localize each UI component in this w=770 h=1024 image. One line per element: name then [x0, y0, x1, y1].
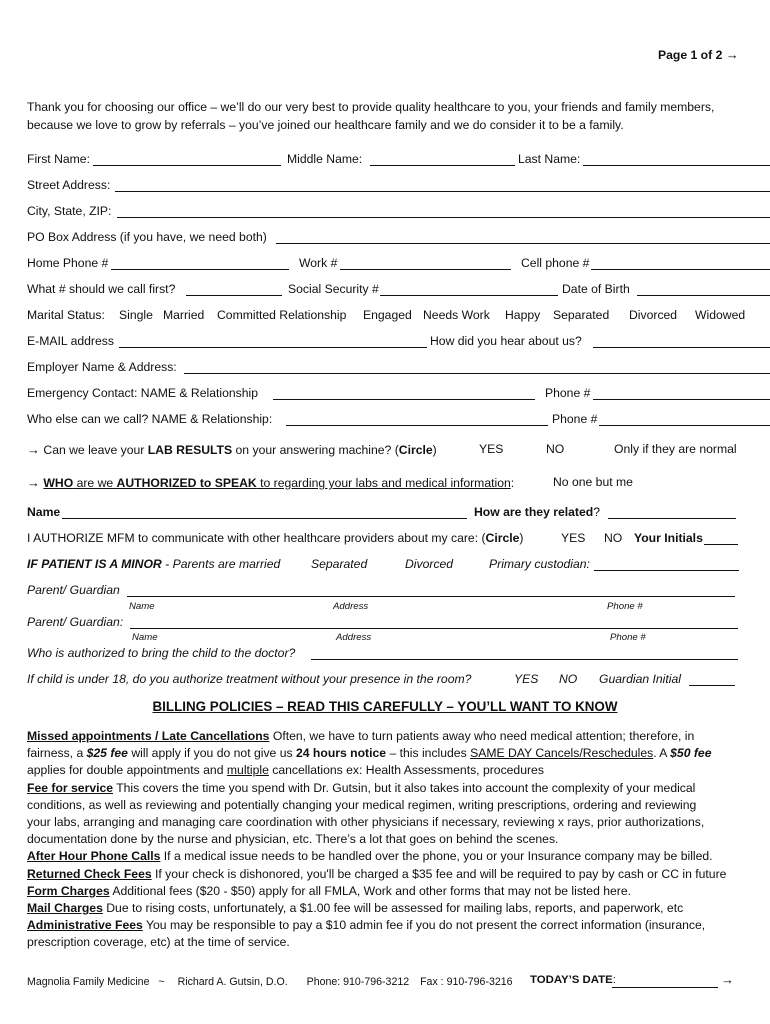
- email-field[interactable]: [119, 334, 427, 348]
- missed-appointments-policy: Missed appointments / Late Cancellations Often, we have to turn patients away who need medical attention; therefore, in: [27, 729, 695, 743]
- initials-field[interactable]: [704, 531, 738, 545]
- city-row: [27, 204, 770, 222]
- separated-option[interactable]: Separated: [311, 557, 368, 571]
- lab-results-row: → Can we leave your LAB RESULTS on your answering machine? (Circle) YES NO Only if they are normal: [27, 442, 737, 457]
- mfm-no-option[interactable]: NO: [604, 531, 623, 545]
- street-row: [27, 178, 770, 196]
- phone-row: [27, 256, 770, 274]
- employer-row: [27, 360, 770, 378]
- footer: Magnolia Family Medicine ~ Richard A. Gutsin, D.O. Phone: 910-796-3212 Fax : 910-796-3216: [27, 976, 513, 988]
- under-18-yes-option[interactable]: YES: [514, 672, 539, 686]
- custodian-label: Primary custodian:: [489, 557, 590, 571]
- hear-field[interactable]: [593, 334, 770, 348]
- marital-option[interactable]: Engaged: [363, 308, 412, 322]
- dob-field[interactable]: [637, 282, 770, 296]
- todays-date-label: TODAY’S DATE: [530, 974, 613, 986]
- arrow-right-icon: →: [27, 475, 40, 490]
- email-label: E-MAIL address: [27, 334, 114, 348]
- who-else-label: Who else can we call? NAME & Relationship:: [27, 412, 273, 426]
- guardian-label: Parent/ Guardian:: [27, 615, 124, 629]
- returned-check-policy: Returned Check Fees If your check is dishonored, you'll be charged a $35 fee and will be required to pay by cash or CC in future: [27, 866, 727, 881]
- under-18-row: [27, 672, 770, 690]
- marital-option[interactable]: Divorced: [629, 308, 678, 322]
- marital-option[interactable]: Single: [119, 308, 153, 322]
- marital-option[interactable]: Married: [163, 308, 205, 322]
- todays-date-row: TODAY’S DATE:: [530, 974, 616, 986]
- intro-line-2: because we love to grow by referrals – you’ve joined our healthcare family and we do consider it to be a family.: [27, 118, 624, 132]
- po-box-field[interactable]: [276, 230, 770, 244]
- under-18-label: If child is under 18, do you authorize treatment without your presence in the room?: [27, 672, 472, 686]
- street-label: Street Address:: [27, 178, 111, 192]
- guardian-initial-field[interactable]: [689, 672, 735, 686]
- street-field[interactable]: [115, 178, 770, 192]
- guardian-field-2[interactable]: [130, 615, 738, 629]
- administrative-fees-policy: Administrative Fees You may be responsible to pay a $10 admin fee if you do not present the correct information (insurance,: [27, 918, 706, 933]
- divorced-option[interactable]: Divorced: [405, 557, 454, 571]
- guardian-label: Parent/ Guardian: [27, 583, 120, 597]
- billing-title: BILLING POLICIES – READ THIS CAREFULLY – YOU’LL WANT TO KNOW: [152, 699, 618, 714]
- guardian-phone-caption: Phone #: [610, 632, 646, 643]
- guardian-name-caption: Name: [132, 632, 158, 643]
- billing-policies: Missed appointments / Late Cancellations Often, we have to turn patients away who need medical attention; therefore, in fairness, a $25 fee will apply if you do not give us 24 hours notice – this includes SAME DAY Cancels/Reschedules. A $50 fee applies for double appointments and multiple cancellations ex: Health Assessments, procedures Fee for service This covers the time you spend with Dr. Gutsin, but it also takes into account the complexity of your medical conditions, as well as reviewing and potentially changing your medical regimen, writing prescriptions, ordering and reviewing your labs, arranging and managing care coordination with other physicians if necessary, reviewing x rays, prior authorizations, documentation done by the nurse and physician, etc. There’s a lot that goes on behind the scenes. After Hour Phone Calls If a medical issue needs to be handled over the phone, you or your Insurance company may be billed. Returned Check Fees If your check is dishonored, you'll be charged a $35 fee and will be required to pay by cash or CC in future Form Charges Additional fees ($20 - $50) apply for all FMLA, Work and other forms that may not be listed here. Mail Charges Due to rising costs, unfortunately, a $1.00 fee will be assessed for mailing labs, reports, and paperwork, etc Administrative Fees You may be responsible to pay a $10 admin fee if you do not present the correct information (insurance, prescription coverage, etc) at the time of service.: [27, 728, 745, 952]
- home-phone-label: Home Phone #: [27, 256, 109, 270]
- related-label: How are they related: [474, 505, 594, 519]
- marital-option[interactable]: Needs Work: [423, 308, 490, 322]
- guardian-name-caption: Name: [129, 601, 155, 612]
- lab-no-option[interactable]: NO: [546, 442, 565, 456]
- arrow-right-icon: →: [725, 47, 739, 62]
- call-first-label: What # should we call first?: [27, 282, 176, 296]
- lab-normal-option[interactable]: Only if they are normal: [614, 442, 737, 456]
- who-else-field[interactable]: [286, 412, 548, 426]
- middle-name-label: Middle Name:: [287, 152, 363, 166]
- call-first-row: [27, 282, 770, 300]
- guardian-address-caption: Address: [333, 601, 369, 612]
- bring-child-row: [27, 646, 770, 664]
- emergency-phone-label: Phone #: [545, 386, 591, 400]
- who-else-row: [27, 412, 770, 430]
- marital-option[interactable]: Separated: [553, 308, 610, 322]
- middle-name-field[interactable]: [370, 152, 515, 166]
- under-18-no-option[interactable]: NO: [559, 672, 578, 686]
- emergency-label: Emergency Contact: NAME & Relationship: [27, 386, 258, 400]
- guardian-row-1: [27, 583, 770, 601]
- initials-label: Your Initials: [634, 531, 703, 545]
- related-field[interactable]: [608, 505, 736, 519]
- lab-yes-option[interactable]: YES: [479, 442, 504, 456]
- footer-fax: Fax : 910-796-3216: [420, 976, 513, 988]
- authorized-name-row: Name How are they related?: [27, 505, 770, 523]
- home-phone-field[interactable]: [111, 256, 289, 270]
- email-row: [27, 334, 770, 352]
- first-name-label: First Name:: [27, 152, 90, 166]
- todays-date-field[interactable]: [612, 974, 718, 988]
- cell-field[interactable]: [591, 256, 770, 270]
- call-first-field[interactable]: [186, 282, 282, 296]
- cell-label: Cell phone #: [521, 256, 590, 270]
- name-label: Name: [27, 505, 61, 519]
- ssn-label: Social Security #: [288, 282, 379, 296]
- last-name-label: Last Name:: [518, 152, 581, 166]
- bring-child-label: Who is authorized to bring the child to the doctor?: [27, 646, 296, 660]
- marital-label: Marital Status:: [27, 308, 105, 322]
- arrow-right-icon: →: [721, 972, 734, 987]
- work-field[interactable]: [340, 256, 511, 270]
- hear-label: How did you hear about us?: [430, 334, 582, 348]
- arrow-right-icon: →: [27, 442, 40, 457]
- employer-label: Employer Name & Address:: [27, 360, 177, 374]
- guardian-address-caption: Address: [336, 632, 372, 643]
- city-label: City, State, ZIP:: [27, 204, 112, 218]
- guardian-row-2: [27, 615, 770, 633]
- after-hour-policy: After Hour Phone Calls If a medical issue needs to be handled over the phone, you or your Insurance company may be billed.: [27, 849, 713, 864]
- guardian-phone-caption: Phone #: [607, 601, 643, 612]
- mfm-yes-option[interactable]: YES: [561, 531, 586, 545]
- name-row: [27, 152, 770, 170]
- who-else-phone-field[interactable]: [599, 412, 770, 426]
- work-label: Work #: [299, 256, 338, 270]
- footer-phone: Phone: 910-796-3212: [306, 976, 410, 988]
- page-number: Page 1 of 2 →: [658, 47, 739, 62]
- practice-name: Magnolia Family Medicine: [27, 976, 150, 988]
- doctor-name: Richard A. Gutsin, D.O.: [177, 976, 288, 988]
- marital-option[interactable]: Happy: [505, 308, 541, 322]
- emergency-row: [27, 386, 770, 404]
- mail-charges-policy: Mail Charges Due to rising costs, unfortunately, a $1.00 fee will be assessed for mailing labs, reports, and paperwork, etc: [27, 901, 684, 916]
- marital-option[interactable]: Committed Relationship: [217, 308, 347, 322]
- dob-label: Date of Birth: [562, 282, 630, 296]
- city-field[interactable]: [117, 204, 770, 218]
- last-name-field[interactable]: [583, 152, 770, 166]
- bring-child-field[interactable]: [311, 646, 738, 660]
- fee-for-service-policy: Fee for service This covers the time you spend with Dr. Gutsin, but it also takes into account the complexity of your medical: [27, 780, 696, 795]
- authorized-name-field[interactable]: [62, 505, 467, 519]
- po-box-label: PO Box Address (if you have, we need both): [27, 230, 267, 244]
- marital-row: [27, 308, 770, 326]
- who-else-phone-label: Phone #: [552, 412, 598, 426]
- emergency-phone-field[interactable]: [593, 386, 770, 400]
- guardian-initial-label: Guardian Initial: [599, 672, 681, 686]
- minor-row: IF PATIENT IS A MINOR - Parents are married Separated Divorced Primary custodian:: [27, 557, 770, 575]
- guardian-field-1[interactable]: [127, 583, 735, 597]
- po-box-row: [27, 230, 770, 248]
- authorized-row: → WHO are we AUTHORIZED to SPEAK to regarding your labs and medical information: No one but me: [27, 475, 633, 490]
- first-name-field[interactable]: [93, 152, 281, 166]
- employer-field[interactable]: [184, 360, 770, 374]
- mfm-row: I AUTHORIZE MFM to communicate with other healthcare providers about my care: (Circle) YES NO Your Initials: [27, 531, 770, 549]
- custodian-field[interactable]: [594, 557, 739, 571]
- form-charges-policy: Form Charges Additional fees ($20 - $50) apply for all FMLA, Work and other forms that may not be listed here.: [27, 883, 632, 898]
- intro-line-1: Thank you for choosing our office – we’ll do our very best to provide quality healthcare to you, your friends and family members,: [27, 100, 715, 114]
- no-one-option[interactable]: No one but me: [553, 475, 633, 489]
- ssn-field[interactable]: [380, 282, 558, 296]
- emergency-field[interactable]: [273, 386, 535, 400]
- marital-option[interactable]: Widowed: [695, 308, 746, 322]
